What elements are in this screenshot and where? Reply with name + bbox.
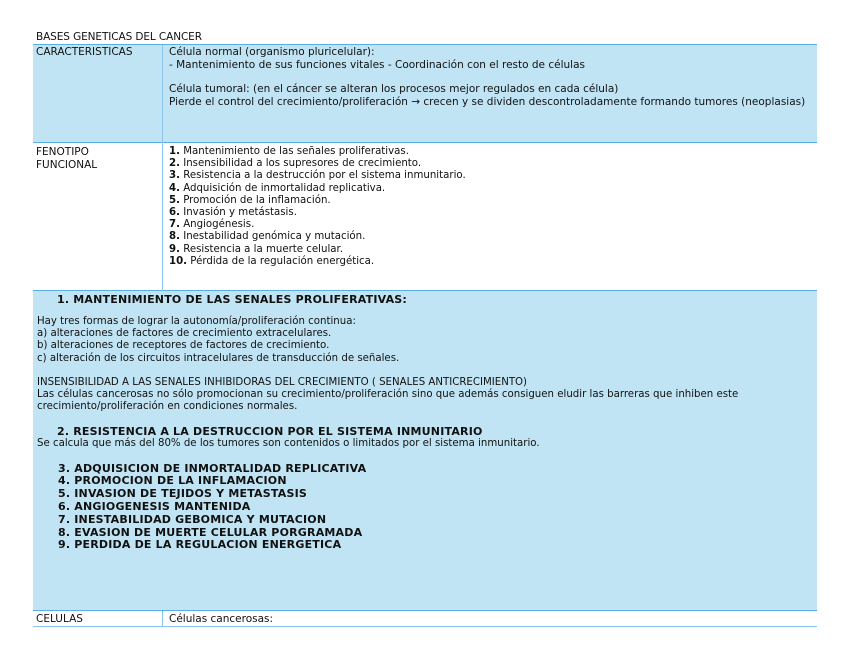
phenotype-item-number: 3. — [169, 170, 180, 182]
normal-cell-detail: - Mantenimiento de sus funciones vitales - Coordinación con el resto de células — [169, 58, 585, 71]
row-characteristics — [33, 45, 817, 143]
section2-heading: 2. RESISTENCIA A LA DESTRUCCION POR EL SISTEMA INMUNITARIO — [57, 425, 483, 439]
phenotype-item-number: 8. — [169, 231, 180, 243]
section-headings-list — [37, 463, 811, 553]
phenotype-item-number: 10. — [169, 255, 188, 267]
phenotype-item-text: Inestabilidad genómica y mutación. — [179, 231, 366, 243]
section-heading-item: 5. INVASION DE TEJIDOS Y METASTASIS — [58, 487, 307, 501]
section2-text: Se calcula que más del 80% de los tumores son contenidos o limitados por el sistema inmunitario. — [37, 438, 540, 450]
tumor-cell-heading: Célula tumoral: (en el cáncer se alteran los procesos mejor regulados en cada célula) — [169, 83, 619, 95]
insensitivity-text: Las células cancerosas no sólo promocionan su crecimiento/proliferación sino que además consiguen eludir las barreras que inhiben este crecimiento/proliferación en condiciones normales. — [37, 389, 739, 413]
section-heading-item: 6. ANGIOGENESIS MANTENIDA — [58, 500, 251, 514]
phenotype-item — [169, 219, 813, 231]
phenotype-item-number: 2. — [169, 158, 180, 170]
row-details — [33, 291, 817, 611]
insensitivity-heading: INSENSIBILIDAD A LAS SENALES INHIBIDORAS DEL CRECIMIENTO ( SENALES ANTICRECIMIENTO) — [37, 376, 528, 388]
genetics-table — [33, 44, 817, 627]
section1-intro: Hay tres formas de lograr la autonomía/proliferación continua: — [37, 316, 356, 327]
phenotype-item — [169, 183, 813, 195]
label-characteristics: CARACTERISTICAS — [33, 45, 163, 143]
section-heading-item: 9. PERDIDA DE LA REGULACION ENERGETICA — [58, 538, 342, 552]
section-heading-item: 8. EVASION DE MUERTE CELULAR PORGRAMADA — [58, 525, 363, 539]
phenotype-item — [169, 231, 813, 243]
value-characteristics — [163, 45, 818, 143]
phenotype-item — [169, 146, 813, 158]
phenotype-item-number: 4. — [169, 182, 180, 194]
section-heading-item: 4. PROMOCION DE LA INFLAMACION — [58, 474, 287, 488]
label-cells: CELULAS — [33, 611, 163, 627]
phenotype-item-number: 6. — [169, 207, 180, 219]
row-phenotype — [33, 143, 817, 291]
phenotype-item-text: Invasión y metástasis. — [179, 207, 297, 219]
phenotype-item-number: 7. — [169, 219, 180, 231]
phenotype-item-text: Resistencia a la destrucción por el sistema inmunitario. — [179, 170, 466, 182]
value-cells: Células cancerosas: — [163, 611, 818, 627]
phenotype-item-text: Adquisición de inmortalidad replicativa. — [179, 182, 386, 194]
phenotype-item — [169, 207, 813, 219]
phenotype-item — [169, 158, 813, 170]
phenotype-item-number: 5. — [169, 194, 180, 206]
label-phenotype — [33, 143, 163, 291]
section-heading-item: 7. INESTABILIDAD GEBOMICA Y MUTACION — [58, 512, 327, 526]
normal-cell-heading: Célula normal (organismo pluricelular): — [169, 46, 375, 58]
phenotype-item-text: Pérdida de la regulación energética. — [187, 255, 375, 267]
row-cells — [33, 611, 817, 627]
section1-heading: 1. MANTENIMIENTO DE LAS SENALES PROLIFERATIVAS: — [57, 293, 408, 306]
phenotype-item-text: Angiogénesis. — [179, 219, 255, 231]
phenotype-item — [169, 195, 813, 207]
details-block — [33, 291, 817, 611]
tumor-cell-detail: Pierde el control del crecimiento/proliferación → crecen y se dividen descontroladamente formando tumores (neoplasias) — [169, 95, 806, 108]
phenotype-item — [169, 244, 813, 256]
section-heading-item: 3. ADQUISICION DE INMORTALIDAD REPLICATIVA — [58, 461, 367, 475]
document-title: BASES GENETICAS DEL CANCER — [36, 31, 202, 43]
phenotype-item-number: 9. — [169, 243, 180, 255]
phenotype-list — [169, 146, 813, 268]
phenotype-item — [169, 170, 813, 182]
phenotype-item-text: Resistencia a la muerte celular. — [179, 243, 344, 255]
section1-item-b: b) alteraciones de receptores de factores de crecimiento. — [37, 340, 330, 352]
section1-item-a: a) alteraciones de factores de crecimiento extracelulares. — [37, 328, 332, 340]
phenotype-item-text: Insensibilidad a los supresores de crecimiento. — [179, 158, 422, 170]
phenotype-item-text: Mantenimiento de las señales proliferativas. — [179, 146, 409, 157]
phenotype-item — [169, 256, 813, 268]
section1-item-c: c) alteración de los circuitos intracelulares de transducción de señales. — [37, 352, 400, 364]
phenotype-label-line2: FUNCIONAL — [36, 158, 98, 171]
phenotype-item-number: 1. — [169, 146, 180, 157]
value-phenotype — [163, 143, 818, 291]
phenotype-item-text: Promoción de la inflamación. — [179, 194, 331, 206]
phenotype-label-line1: FENOTIPO — [36, 146, 89, 158]
